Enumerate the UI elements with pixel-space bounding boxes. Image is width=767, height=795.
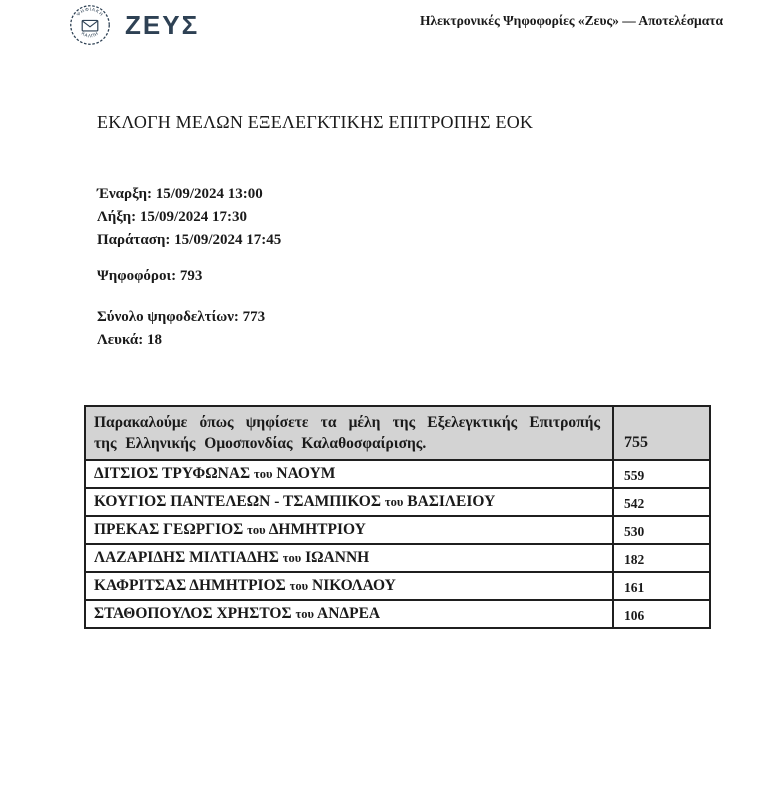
start-value: 15/09/2024 13:00 [155, 186, 263, 202]
voters-value: 793 [179, 268, 203, 284]
candidate-patronymic: ΔΗΜΗΤΡΙΟΥ [268, 520, 366, 538]
results-table [84, 405, 711, 629]
candidate-votes: 542 [613, 488, 710, 516]
end-line [97, 206, 281, 229]
patronymic-connector: του [289, 578, 309, 593]
svg-text:ΚΑΛΠΗ [81, 31, 100, 39]
question-votes: 755 [613, 406, 710, 460]
end-value: 15/09/2024 17:30 [139, 209, 247, 225]
ballots-value: 773 [242, 309, 266, 325]
candidate-votes: 559 [613, 460, 710, 488]
stamp-bottom-text: ΚΑΛΠΗ [80, 30, 100, 39]
voters-stat [97, 265, 202, 288]
candidate-name: ΣΤΑΘΟΠΟΥΛΟΣ ΧΡΗΣΤΟΣ [94, 604, 292, 622]
extension-value: 15/09/2024 17:45 [174, 232, 282, 248]
ballots-stats [97, 306, 265, 352]
candidate-patronymic: ΑΝΔΡΕΑ [317, 604, 381, 622]
candidate-name: ΠΡΕΚΑΣ ΓΕΩΡΓΙΟΣ [94, 520, 244, 538]
page-header-right: Ηλεκτρονικές Ψηφοφορίες «Ζευς» — Αποτελέσματα [420, 13, 723, 28]
digital-ballot-stamp-icon [68, 3, 112, 47]
patronymic-connector: του [282, 550, 302, 565]
patronymic-connector: του [254, 466, 273, 481]
patronymic-connector: του [384, 494, 404, 509]
candidate-votes: 161 [613, 572, 710, 600]
candidate-name: ΚΑΦΡΙΤΣΑΣ ΔΗΜΗΤΡΙΟΣ [94, 576, 286, 594]
candidate-name: ΛΑΖΑΡΙΔΗΣ ΜΙΛΤΙΑΔΗΣ [94, 548, 279, 566]
end-label: Λήξη: [97, 209, 137, 225]
stamp-top-text: ΨΗΦΙΑΚΗ [75, 6, 105, 18]
zeus-brand [68, 3, 199, 47]
candidate-row [85, 460, 710, 488]
start-label: Έναρξη: [97, 186, 152, 202]
candidate-row [85, 572, 710, 600]
candidate-patronymic: ΒΑΣΙΛΕΙΟΥ [407, 492, 496, 510]
election-title: ΕΚΛΟΓΗ ΜΕΛΩΝ ΕΞΕΛΕΓΚΤΙΚΗΣ ΕΠΙΤΡΟΠΗΣ ΕΟΚ [97, 112, 534, 132]
ballots-line [97, 306, 265, 329]
blank-value: 18 [146, 332, 162, 348]
start-line [97, 183, 281, 206]
zeus-wordmark: ΖΕΥΣ [125, 10, 200, 40]
candidate-row [85, 488, 710, 516]
svg-text:ΨΗΦΙΑΚΗ [76, 7, 105, 18]
candidate-name: ΚΟΥΓΙΟΣ ΠΑΝΤΕΛΕΩΝ - ΤΣΑΜΠΙΚΟΣ [94, 492, 381, 510]
candidate-votes: 182 [613, 544, 710, 572]
candidate-row [85, 544, 710, 572]
patronymic-connector: του [295, 606, 314, 621]
blank-line [97, 329, 265, 352]
voters-label: Ψηφοφόροι: [97, 268, 177, 284]
extension-line [97, 229, 281, 252]
question-row [85, 406, 710, 460]
voters-line [97, 265, 202, 288]
patronymic-connector: του [247, 522, 266, 537]
election-schedule [97, 183, 281, 252]
extension-label: Παράταση: [97, 232, 171, 248]
candidate-votes: 530 [613, 516, 710, 544]
candidate-patronymic: ΝΑΟΥΜ [276, 464, 336, 482]
candidate-row [85, 600, 710, 628]
question-text: Παρακαλούμε όπως ψηφίσετε τα μέλη της Εξελεγκτικής Επιτροπής της Ελληνικής Ομοσπονδίας Καλαθοσφαίρισης. [85, 406, 613, 460]
candidate-votes: 106 [613, 600, 710, 628]
ballots-label: Σύνολο ψηφοδελτίων: [97, 309, 239, 325]
blank-label: Λευκά: [97, 332, 144, 348]
candidate-row [85, 516, 710, 544]
candidate-name: ΔΙΤΣΙΟΣ ΤΡΥΦΩΝΑΣ [94, 464, 251, 482]
candidate-patronymic: ΙΩΑΝΝΗ [305, 548, 370, 566]
candidate-patronymic: ΝΙΚΟΛΑΟΥ [312, 576, 396, 594]
